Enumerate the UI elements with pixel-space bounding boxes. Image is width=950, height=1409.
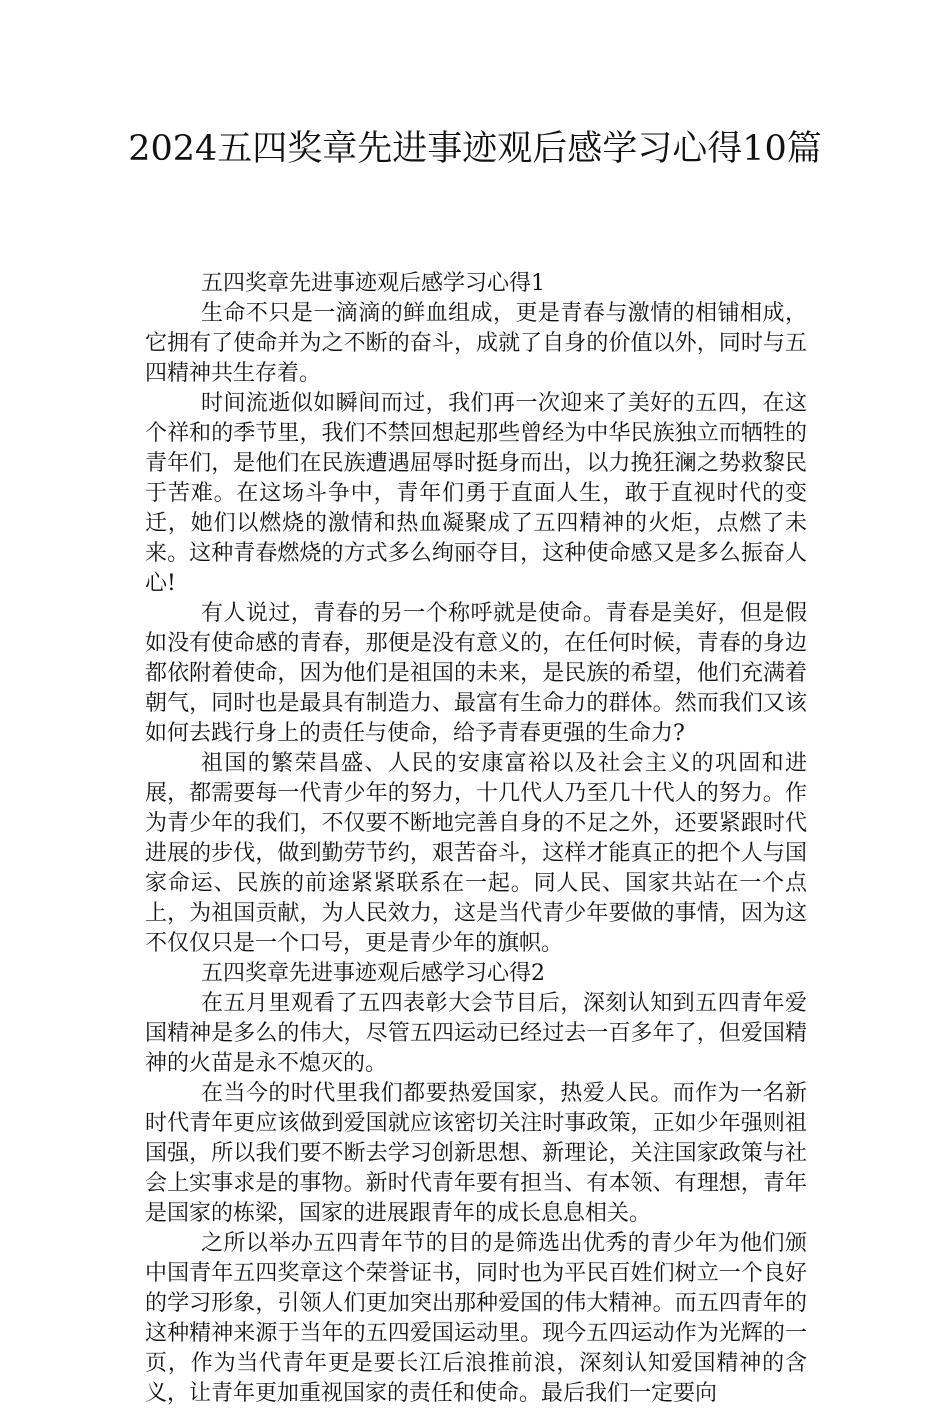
document-title: 2024五四奖章先进事迹观后感学习心得10篇 — [128, 129, 822, 169]
paragraph: 时间流逝似如瞬间而过，我们再一次迎来了美好的五四，在这个祥和的季节里，我们不禁回想起那些曾经为中华民族独立而牺牲的青年们，是他们在民族遭遇屈辱时挺身而出，以力挽狂澜之势救黎民于苦难。在这场斗争中，青年们勇于直面人生，敢于直视时代的变迁，她们以燃烧的激情和热血凝聚成了五四精神的火炬，点燃了未来。这种青春燃烧的方式多么绚丽夺目，这种使命感又是多么振奋人心! — [145, 391, 807, 596]
paragraph: 祖国的繁荣昌盛、人民的安康富裕以及社会主义的巩固和进展，都需要每一代青少年的努力，十几代人乃至几十代人的努力。作为青少年的我们，不仅要不断地完善自身的不足之外，还要紧跟时代进展的步伐，做到勤劳节约，艰苦奋斗，这样才能真正的把个人与国家命运、民族的前途紧紧联系在一起。同人民、国家共站在一个点上，为祖国贡献，为人民效力，这是当代青少年要做的事情，因为这不仅仅只是一个口号，更是青少年的旗帜。 — [145, 751, 807, 956]
document-body — [145, 269, 807, 1409]
paragraph: 生命不只是一滴滴的鲜血组成，更是青春与激情的相铺相成，它拥有了使命并为之不断的奋斗，成就了自身的价值以外，同时与五四精神共生存着。 — [145, 301, 807, 386]
section-heading: 五四奖章先进事迹观后感学习心得1 — [201, 271, 545, 296]
paragraph: 在五月里观看了五四表彰大会节目后，深刻认知到五四青年爱国精神是多么的伟大，尽管五四运动已经过去一百多年了，但爱国精神的火苗是永不熄灭的。 — [145, 991, 807, 1076]
paragraph: 有人说过，青春的另一个称呼就是使命。青春是美好，但是假如没有使命感的青春，那便是没有意义的，在任何时候，青春的身边都依附着使命，因为他们是祖国的未来，是民族的希望，他们充满着朝气，同时也是最具有制造力、最富有生命力的群体。然而我们又该如何去践行身上的责任与使命，给予青春更强的生命力? — [145, 601, 807, 746]
paragraph: 之所以举办五四青年节的目的是筛选出优秀的青少年为他们颁中国青年五四奖章这个荣誉证书，同时也为平民百姓们树立一个良好的学习形象，引领人们更加突出那种爱国的伟大精神。而五四青年的这种精神来源于当年的五四爱国运动里。现今五四运动作为光辉的一页，作为当代青年更是要长江后浪推前浪，深刻认知爱国精神的含义，让青年更加重视国家的责任和使命。最后我们一定要向 — [145, 1231, 807, 1406]
paragraph: 在当今的时代里我们都要热爱国家，热爱人民。而作为一名新时代青年更应该做到爱国就应该密切关注时事政策，正如少年强则祖国强，所以我们要不断去学习创新思想、新理论，关注国家政策与社会上实事求是的事物。新时代青年要有担当、有本领、有理想，青年是国家的栋梁，国家的进展跟青年的成长息息相关。 — [145, 1081, 807, 1226]
section-heading: 五四奖章先进事迹观后感学习心得2 — [201, 961, 545, 986]
